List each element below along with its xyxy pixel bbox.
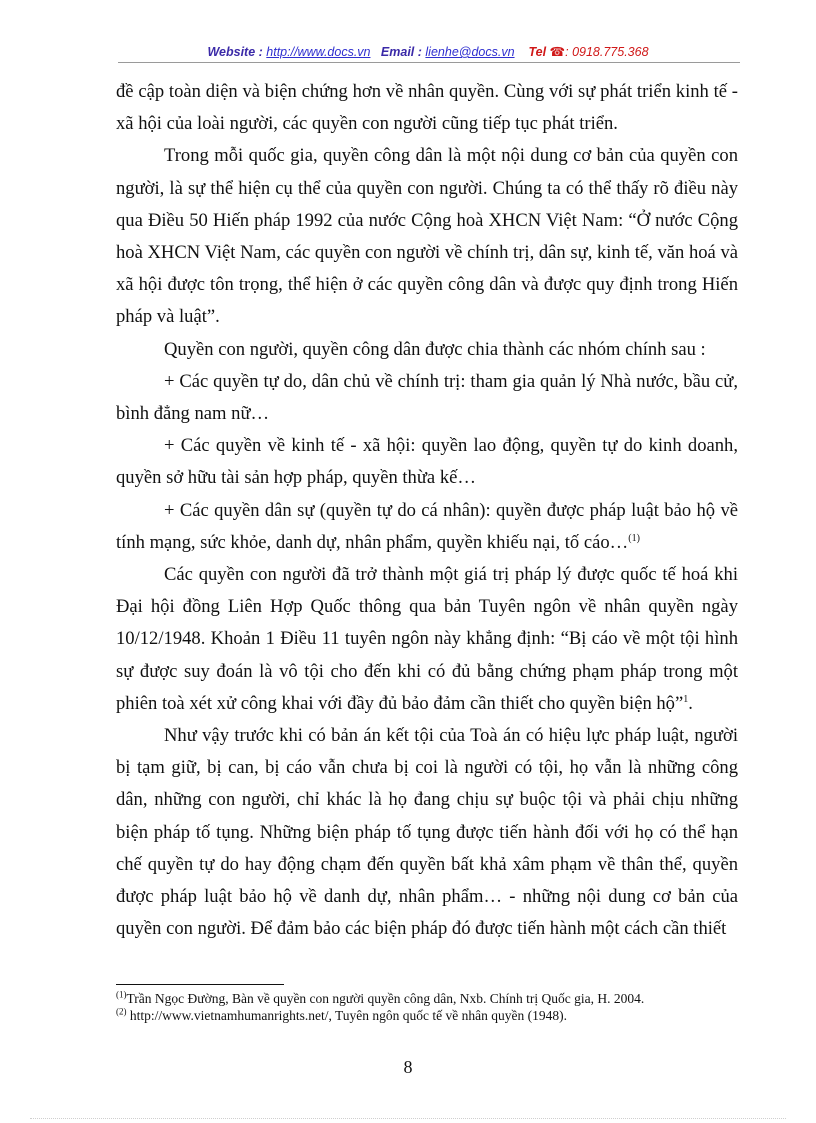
- bullet-paragraph: [116, 495, 738, 559]
- page-header: [120, 44, 736, 59]
- footnote-separator: [116, 984, 284, 985]
- footnote-mark: (2): [116, 1006, 127, 1017]
- header-divider: [118, 62, 740, 63]
- bullet-paragraph: + Các quyền tự do, dân chủ về chính trị: tham gia quản lý Nhà nước, bầu cử, bình đẳng nam nữ…: [116, 370, 738, 425]
- paragraph: đề cập toàn diện và biện chứng hơn về nhân quyền. Cùng với sự phát triển kinh tế - xã hội của loài người, các quyền con người cũng tiếp tục phát triển.: [116, 81, 738, 135]
- website-link[interactable]: http://www.docs.vn: [266, 45, 371, 59]
- footnote-mark: (1): [116, 989, 127, 1000]
- footnote-reference: (1): [628, 532, 640, 544]
- footnote-text: Trần Ngọc Đường, Bàn về quyền con người quyền công dân, Nxb. Chính trị Quốc gia, H. 2004.: [126, 991, 645, 1006]
- paragraph: Trong mỗi quốc gia, quyền công dân là một nội dung cơ bản của quyền con người, là sự thể hiện cụ thể của quyền con người. Chúng ta có thể thấy rõ điều này qua Điều 50 Hiến pháp 1992 của nước Cộng hoà XHCN Việt Nam: “Ở nước Cộng hoà XHCN Việt Nam, các quyền con người về chính trị, dân sự, kinh tế, văn hoá và xã hội được tôn trọng, thể hiện ở các quyền công dân và được quy định trong Hiến pháp và luật”.: [116, 145, 738, 328]
- bullet-paragraph: + Các quyền về kinh tế - xã hội: quyền lao động, quyền tự do kinh doanh, quyền sở hữu tài sản hợp pháp, quyền thừa kế…: [116, 435, 738, 489]
- document-body: [116, 76, 738, 945]
- paragraph-end: .: [688, 692, 693, 714]
- website-label: Website :: [207, 45, 263, 59]
- page-number: 8: [403, 1057, 413, 1077]
- phone-icon: ☎: [549, 45, 566, 59]
- email-link[interactable]: lienhe@docs.vn: [425, 45, 515, 59]
- footnote-text: http://www.vietnamhumanrights.net/, Tuyên ngôn quốc tế về nhân quyền (1948).: [126, 1008, 567, 1023]
- tel-value: : 0918.775.368: [565, 45, 649, 59]
- footnote: [116, 990, 738, 1007]
- paragraph: [116, 559, 738, 720]
- footnotes: [116, 990, 738, 1024]
- email-label: Email :: [380, 45, 422, 59]
- page-bottom-border: [30, 1118, 786, 1119]
- paragraph-text: Các quyền con người đã trở thành một giá trị pháp lý được quốc tế hoá khi Đại hội đồng Liên Hợp Quốc thông qua bản Tuyên ngôn về nhân quyền ngày 10/12/1948. Khoản 1 Điều 11 tuyên ngôn này khẳng định: “Bị cáo về một tội hình sự được suy đoán là vô tội cho đến khi có đủ bằng chứng phạm pháp trong một phiên toà xét xử công khai với đầy đủ bảo đảm cần thiết cho quyền biện hộ”: [116, 564, 738, 714]
- paragraph: Quyền con người, quyền công dân được chia thành các nhóm chính sau :: [164, 338, 706, 360]
- paragraph-text: + Các quyền dân sự (quyền tự do cá nhân): quyền được pháp luật bảo hộ về tính mạng, sức khỏe, danh dự, nhân phẩm, quyền khiếu nại, tố cáo…: [116, 499, 738, 553]
- tel-label: Tel: [528, 45, 547, 59]
- footnote-reference: 1: [683, 693, 689, 705]
- paragraph: Như vậy trước khi có bản án kết tội của Toà án có hiệu lực pháp luật, người bị tạm giữ, bị can, bị cáo vẫn chưa bị coi là người có tội, họ vẫn là những công dân, những con người, chỉ khác là họ đang chịu sự buộc tội và phải chịu những biện pháp tố tụng. Những biện pháp tố tụng được tiến hành đối với họ có thể hạn chế quyền tự do hay động chạm đến quyền bất khả xâm phạm về thân thể, quyền được pháp luật bảo hộ về danh dự, nhân phẩm… - những nội dung cơ bản của quyền con người. Để đảm bảo các biện pháp đó được tiến hành một cách cần thiết: [116, 725, 738, 940]
- footnote: [116, 1007, 738, 1024]
